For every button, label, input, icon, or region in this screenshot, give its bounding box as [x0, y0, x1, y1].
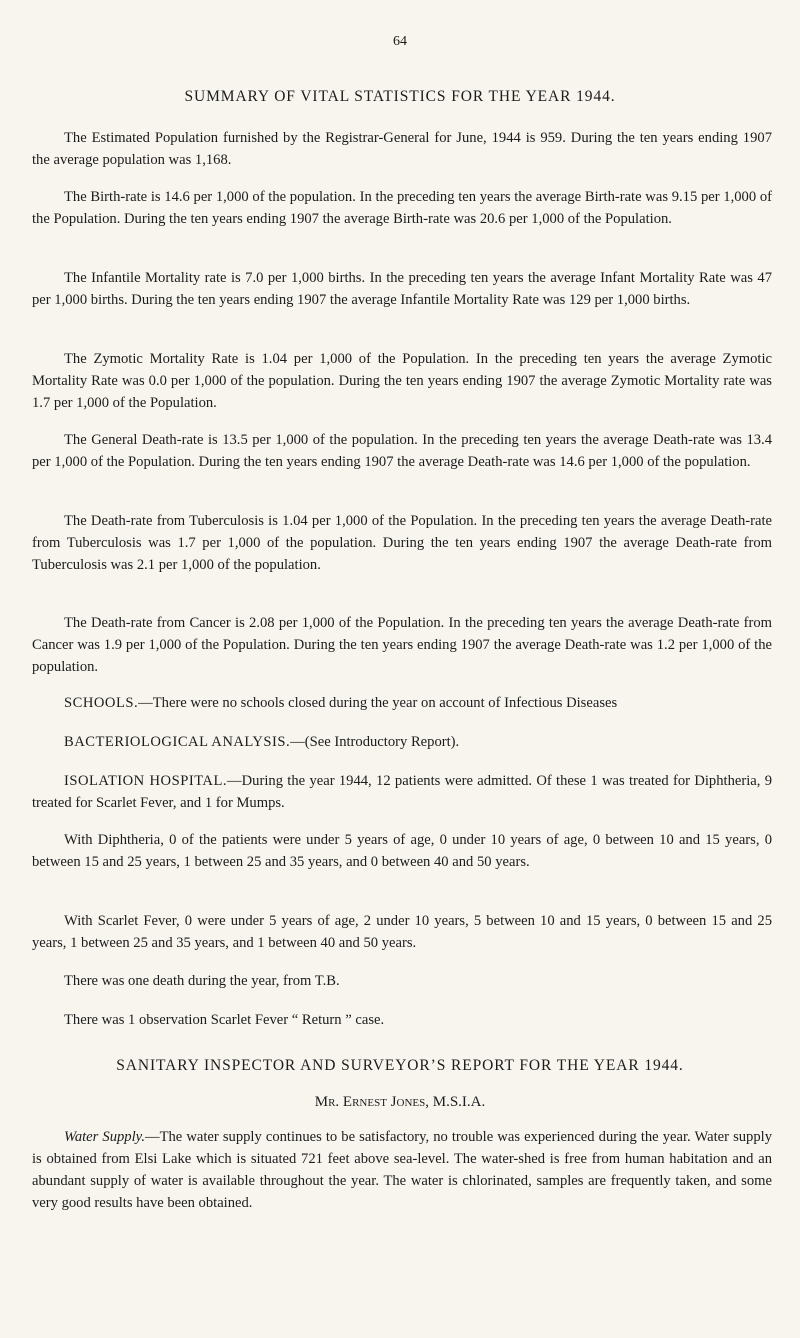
paragraph-text: The Death-rate from Tuberculosis is 1.04 per 1,000 of the Population. In the preceding ten years the average Death-rate from Tuberculosis was 1.7 per 1,000 of the population. During the ten years ending 1907 the average Death-rate from Tuberculosis was 2.1 per 1,000 of the population. — [32, 513, 772, 573]
paragraph-text: There was 1 observation Scarlet Fever “ Return ” case. — [64, 1012, 385, 1028]
schools-heading: SCHOOLS. — [64, 695, 139, 711]
paragraph-text: The Infantile Mortality rate is 7.0 per 1,000 births. In the preceding ten years the average Infant Mortality Rate was 47 per 1,000 births. During the ten years ending 1907 the average Infantile Mortality Rate was 129 per 1,000 births. — [32, 270, 772, 308]
paragraph-text: —(See Introductory Report). — [290, 734, 460, 750]
paragraph-isolation-hospital — [32, 770, 772, 814]
section-title-sanitary: SANITARY INSPECTOR AND SURVEYOR’S REPORT FOR THE YEAR 1944. — [116, 1057, 684, 1074]
paragraph-text: —There were no schools closed during the year on account of Infectious Diseases — [138, 695, 618, 711]
paragraph-text: —During the year 1944, 12 patients were admitted. Of these 1 was treated for Diphtheria, 9 treated for Scarlet Fever, and 1 for Mumps. — [32, 773, 772, 811]
paragraph-text: With Diphtheria, 0 of the patients were under 5 years of age, 0 under 10 years of age, 0 between 10 and 15 years, 0 between 15 and 25 years, 1 between 25 and 35 years, and 0 between 40 and 50 years. — [32, 832, 772, 870]
isolation-heading: ISOLATION HOSPITAL. — [64, 773, 228, 789]
paragraph-death — [32, 970, 772, 992]
paragraph-population — [32, 127, 772, 171]
paragraph-bacteriological — [32, 731, 772, 753]
page-title: SUMMARY OF VITAL STATISTICS FOR THE YEAR 1944. — [184, 88, 616, 105]
paragraph-text: There was one death during the year, from T.B. — [64, 973, 340, 989]
paragraph-text: The Birth-rate is 14.6 per 1,000 of the population. In the preceding ten years the average Birth-rate was 9.15 per 1,000 of the Population. During the ten years ending 1907 the average Birth-rate was 20.6 per 1,000 of the Population. — [32, 189, 772, 227]
paragraph-scarlet-fever — [32, 910, 772, 954]
paragraph-return-case — [32, 1009, 772, 1031]
page-number: 64 — [393, 34, 407, 49]
paragraph-birth-rate — [32, 186, 772, 230]
paragraph-text: With Scarlet Fever, 0 were under 5 years of age, 2 under 10 years, 5 between 10 and 15 years, 0 between 15 and 25 years, 1 between 25 and 35 years, and 1 between 40 and 50 years. — [32, 913, 772, 951]
paragraph-cancer — [32, 612, 772, 678]
water-supply-heading: Water Supply. — [64, 1129, 145, 1145]
paragraph-zymotic-mortality — [32, 348, 772, 414]
paragraph-general-death-rate — [32, 429, 772, 473]
paragraph-text: The Estimated Population furnished by the Registrar-General for June, 1944 is 959. During the ten years ending 1907 the average population was 1,168. — [32, 130, 772, 168]
paragraph-text: The Death-rate from Cancer is 2.08 per 1,000 of the Population. In the preceding ten years the average Death-rate from Cancer was 1.9 per 1,000 of the Population. During the ten years ending 1907 the average Death-rate was 1.2 per 1,000 of the population. — [32, 615, 772, 675]
paragraph-infantile-mortality — [32, 267, 772, 311]
paragraph-text: —The water supply continues to be satisfactory, no trouble was experienced during the year. Water supply is obtained from Elsi Lake which is situated 721 feet above sea-level. The water-shed is free from human habitation and an abundant supply of water is available throughout the year. The water is chlorinated, samples are frequently taken, and some very good results have been obtained. — [32, 1129, 772, 1211]
paragraph-diphtheria — [32, 829, 772, 873]
inspector-name: Mr. Ernest Jones, M.S.I.A. — [314, 1094, 486, 1110]
bacteriological-heading: BACTERIOLOGICAL ANALYSIS. — [64, 734, 291, 750]
paragraph-text: The General Death-rate is 13.5 per 1,000 of the population. In the preceding ten years the average Death-rate was 13.4 per 1,000 of the Population. During the ten years ending 1907 the average Death-rate was 14.6 per 1,000 of the population. — [32, 432, 772, 470]
paragraph-tuberculosis — [32, 510, 772, 576]
paragraph-schools — [32, 692, 772, 714]
paragraph-text: The Zymotic Mortality Rate is 1.04 per 1,000 of the Population. In the preceding ten years the average Zymotic Mortality Rate was 0.0 per 1,000 of the population. During the ten years ending 1907 the average Zymotic Mortality rate was 1.7 per 1,000 of the Population. — [32, 351, 772, 411]
paragraph-water-supply — [32, 1126, 772, 1214]
